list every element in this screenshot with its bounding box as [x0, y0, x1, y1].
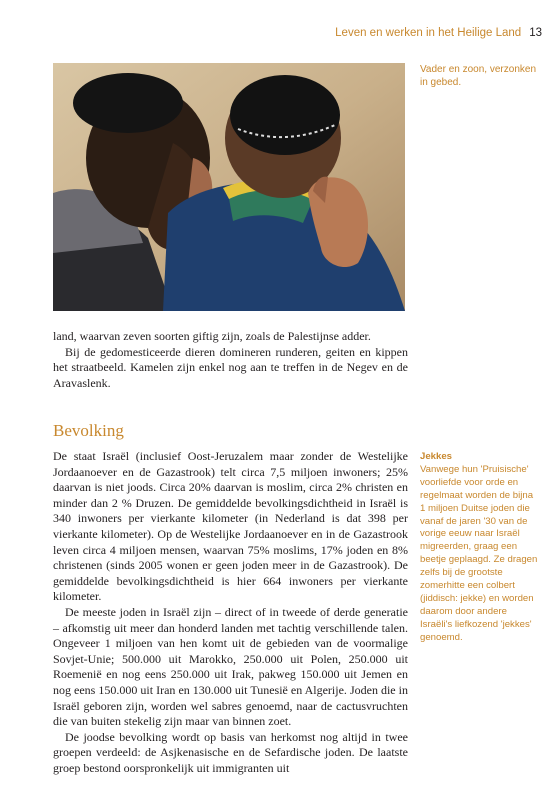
intro-text — [53, 329, 408, 391]
body-paragraph: De meeste joden in Israël zijn – direct of in tweede of derde generatie – afkomstig uit meer dan honderd landen met tachtig verschillende talen. Ongeveer 1 miljoen van hen komt uit de gebieden van de voormalige Sovjet-Unie; 500.000 uit Marokko, 250.000 uit Polen, 250.000 uit Roemenië en nog eens 250.000 uit Irak, pakweg 150.000 uit Jemen en nog eens 150.000 uit Iran en 130.000 uit Tunesië en Algerije. Joden die in Israël geboren zijn, worden wel sabres genoemd, naar de cactusvruchten die van buiten stekelig zijn maar van binnen zoet. — [53, 604, 408, 729]
body-paragraph: De staat Israël (inclusief Oost-Jeruzalem maar zonder de Westelijke Jordaanoever en de Gazastrook) telt circa 7,5 miljoen inwoners; 25% daarvan is niet joods. Circa 20% daarvan is moslim, circa 2% christen en minder dan 2 % Druzen. De gemiddelde bevolkingsdichtheid in Israël is 340 inwoners per vierkante kilometer (in Nederland is dat 398 per vierkante kilometer). Op de Westelijke Jordaanoever en in de Gazastrook leven circa 4 miljoen mensen, waarvan 75% moslims, 17% joden en 8% christenen (sinds 2005 wonen er geen joden meer in de Gazastrook). De gemiddelde bevolkingsdichtheid is hier 664 inwoners per vierkante kilometer. — [53, 449, 408, 604]
sidebar-text: Vanwege hun 'Pruisische' voorliefde voor orde en regelmaat worden de bijna 1 miljoen Duitse joden die vanaf de jaren '30 van de vorige eeuw naar Israël migreerden, graag een beetje geplaagd. Ze dragen zelfs bij de grootste zomerhitte een colbert (jiddisch: jekke) en worden daarom door andere Israëli's liefkozend 'jekkes' genoemd. — [420, 463, 538, 643]
photo-caption: Vader en zoon, verzonken in gebed. — [420, 64, 537, 88]
page-number: 13 — [529, 27, 542, 39]
sidebar-title: Jekkes — [420, 451, 453, 462]
body-paragraph: De joodse bevolking wordt op basis van herkomst nog altijd in twee groepen verdeeld: de Asjkenasische en de Sefardische joden. De laatste groep bestond oorspronkelijk uit immigranten uit — [53, 729, 408, 775]
sidebar-box-jekkes — [420, 451, 538, 645]
intro-paragraph: Bij de gedomesticeerde dieren domineren runderen, geiten en kippen het straatbeeld. Kamelen zijn enkel nog aan te treffen in de Negev en de Aravaslenk. — [53, 344, 408, 390]
photo-illustration — [53, 63, 405, 311]
photo-father-and-son-praying — [53, 63, 405, 311]
section-body — [53, 449, 408, 776]
running-header — [200, 27, 542, 39]
running-header-title: Leven en werken in het Heilige Land — [335, 27, 522, 39]
intro-paragraph: land, waarvan zeven soorten giftig zijn, zoals de Palestijnse adder. — [53, 329, 371, 343]
section-title: Bevolking — [53, 421, 124, 440]
